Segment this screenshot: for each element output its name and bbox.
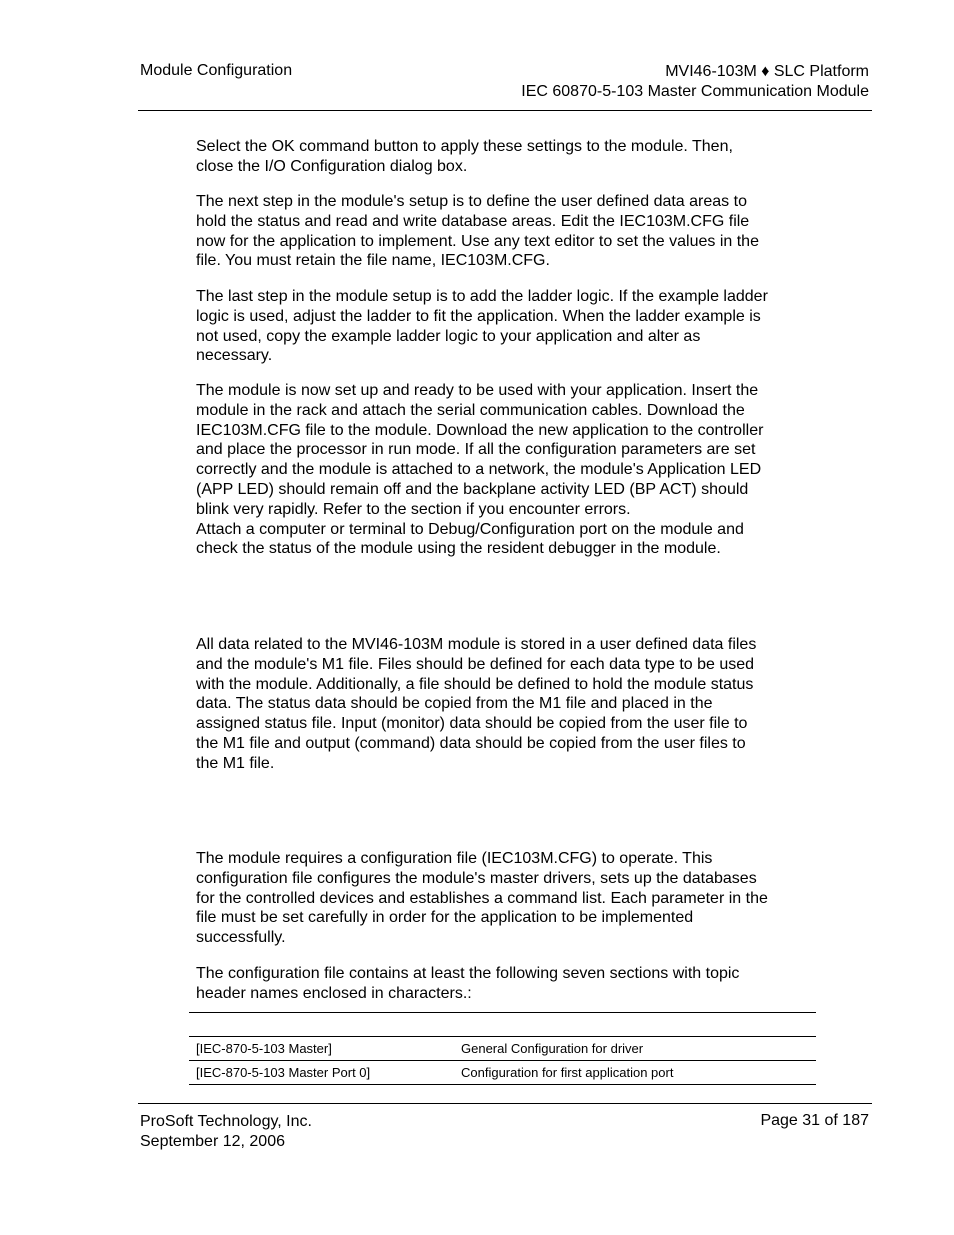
paragraph-data-files: All data related to the MVI46-103M module is stored in a user defined data files and the module's M1 file. Files should be defined for each data type to be used with the module. Additionally, a file should be defined to hold the module status data. The status data should be copied from the M1 file and placed in the assigned status file. Input (monitor) data should be copied from the user file to the M1 file and output (command) data should be copied from the user files to the M1 file.	[196, 636, 757, 772]
footer-left	[140, 1112, 312, 1152]
paragraph-ladder-logic: The last step in the module setup is to add the ladder logic. If the example ladder logic is used, adjust the ladder to fit the application. When the ladder example is not used, copy the example ladder logic to your application and alter as necessary.	[196, 288, 768, 365]
sections-table	[189, 1036, 816, 1085]
footer-page-number: Page 31 of 187	[760, 1112, 869, 1129]
table-row	[189, 1037, 816, 1061]
footer-company: ProSoft Technology, Inc.	[140, 1113, 312, 1130]
body-block-2	[196, 192, 816, 271]
body-block-7	[196, 964, 816, 1004]
footer-divider	[138, 1103, 872, 1104]
header-product-line2: IEC 60870-5-103 Master Communication Module	[521, 83, 869, 100]
paragraph-sections-intro: The configuration file contains at least the following seven sections with topic header names enclosed in characters.:	[196, 965, 740, 1002]
body-block-6	[196, 849, 816, 948]
body-block-4	[196, 381, 816, 559]
body-block-3	[196, 287, 816, 366]
table-top-rule	[189, 1012, 816, 1013]
table-cell-section: [IEC-870-5-103 Master Port 0]	[189, 1061, 454, 1085]
paragraph-module-setup: The module is now set up and ready to be used with your application. Insert the module in the rack and attach the serial communication cables. Download the IEC103M.CFG file to the module. Download the new application to the controller and place the processor in run mode. If all the configuration parameters are set correctly and the module is attached to a network, the module's Application LED (APP LED) should remain off and the backplane activity LED (BP ACT) should blink very rapidly. Refer to the section if you encounter errors. Attach a computer or terminal to Debug/Configuration port on the module and check the status of the module using the resident debugger in the module.	[196, 382, 764, 558]
body-block-5	[196, 635, 816, 774]
table-row	[189, 1061, 816, 1085]
paragraph-config-file: The module requires a configuration file (IEC103M.CFG) to operate. This configuration file configures the module's master drivers, sets up the databases for the controlled devices and establishes a command list. Each parameter in the file must be set carefully in order for the application to be implemented successfully.	[196, 850, 768, 947]
header-product-line1: MVI46-103M ♦ SLC Platform	[665, 63, 869, 80]
table-cell-section: [IEC-870-5-103 Master]	[189, 1037, 454, 1061]
header-divider	[138, 110, 872, 111]
paragraph-data-areas: The next step in the module's setup is to define the user defined data areas to hold the status and read and write database areas. Edit the IEC103M.CFG file now for the application to implement. Use any text editor to set the values in the file. You must retain the file name, IEC103M.CFG.	[196, 193, 759, 270]
header-section-title: Module Configuration	[140, 62, 293, 79]
paragraph-ok-command: Select the OK command button to apply these settings to the module. Then, close the I/O Configuration dialog box.	[196, 138, 733, 175]
table-cell-description: General Configuration for driver	[454, 1037, 816, 1061]
body-block-1	[196, 137, 816, 177]
footer-date: September 12, 2006	[140, 1133, 285, 1150]
header-product-title	[521, 62, 869, 102]
table-cell-description: Configuration for first application port	[454, 1061, 816, 1085]
